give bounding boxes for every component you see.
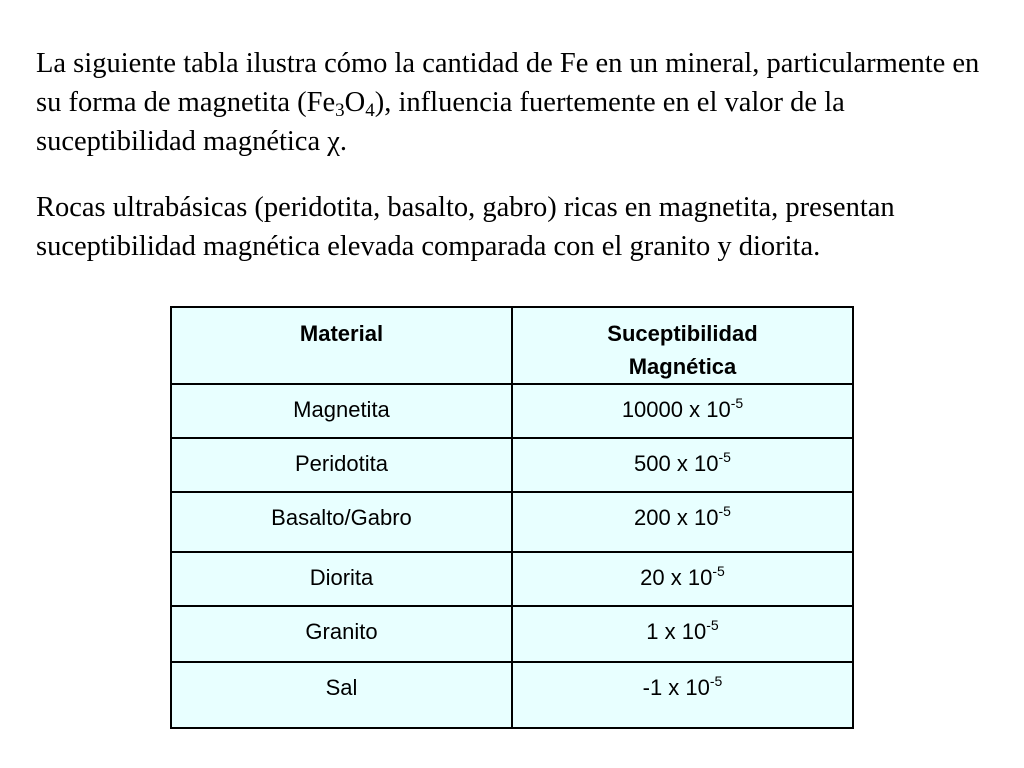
value-base: 20 x 10	[640, 565, 713, 590]
material-cell	[171, 492, 512, 552]
header-susceptibility	[512, 307, 853, 384]
formula-subscript-4: 4	[365, 100, 375, 121]
material-cell	[171, 438, 512, 492]
material-name: Granito	[305, 619, 378, 644]
value-cell	[512, 384, 853, 438]
header-material	[171, 307, 512, 384]
value-exponent: -5	[712, 563, 725, 579]
value-exponent: -5	[709, 673, 723, 689]
header-material-label: Material	[299, 321, 384, 346]
susceptibility-table	[170, 306, 854, 729]
material-cell	[171, 662, 512, 728]
table-row	[171, 662, 853, 728]
value-exponent: -5	[706, 617, 719, 633]
material-cell	[171, 606, 512, 662]
table-header-row	[171, 307, 853, 384]
material-name: Diorita	[309, 565, 374, 590]
value-exponent: -5	[730, 395, 744, 411]
table-row	[171, 492, 853, 552]
value-exponent: -5	[718, 503, 731, 519]
value-base: 1 x 10	[646, 619, 707, 644]
value-base: 500 x 10	[634, 451, 719, 476]
formula-oxygen: O	[344, 87, 366, 118]
value-base: 200 x 10	[634, 505, 719, 530]
header-susceptibility-line2: Magnética	[628, 354, 737, 379]
value-exponent: -5	[718, 449, 731, 465]
rocks-paragraph	[36, 188, 996, 266]
material-name: Magnetita	[293, 397, 390, 422]
material-name: Basalto/Gabro	[271, 505, 412, 530]
intro-text-continued: ), influencia fuertemente en el valor de la suceptibilidad magnética	[36, 87, 845, 157]
material-cell	[171, 552, 512, 606]
intro-paragraph	[36, 44, 996, 161]
intro-period: .	[339, 126, 348, 157]
value-cell	[512, 662, 853, 728]
value-cell	[512, 552, 853, 606]
value-base: -1 x 10	[642, 675, 710, 700]
table-row	[171, 438, 853, 492]
rocks-text: Rocas ultrabásicas (peridotita, basalto, gabro) ricas en magnetita, presentan suceptibilidad magnética elevada comparada con el granito y diorita.	[36, 192, 895, 262]
material-name: Peridotita	[295, 451, 388, 476]
table-row	[171, 606, 853, 662]
header-susceptibility-line1: Suceptibilidad	[607, 321, 758, 346]
chi-symbol: χ	[327, 126, 340, 157]
formula-subscript-3: 3	[335, 100, 345, 121]
value-cell	[512, 438, 853, 492]
table-row	[171, 552, 853, 606]
intro-text: La siguiente tabla ilustra cómo la cantidad de Fe en un mineral, particularmente en su forma de magnetita (Fe	[36, 48, 980, 118]
material-cell	[171, 384, 512, 438]
material-name: Sal	[325, 675, 358, 700]
table-row	[171, 384, 853, 438]
value-cell	[512, 492, 853, 552]
value-cell	[512, 606, 853, 662]
value-base: 10000 x 10	[621, 397, 731, 422]
